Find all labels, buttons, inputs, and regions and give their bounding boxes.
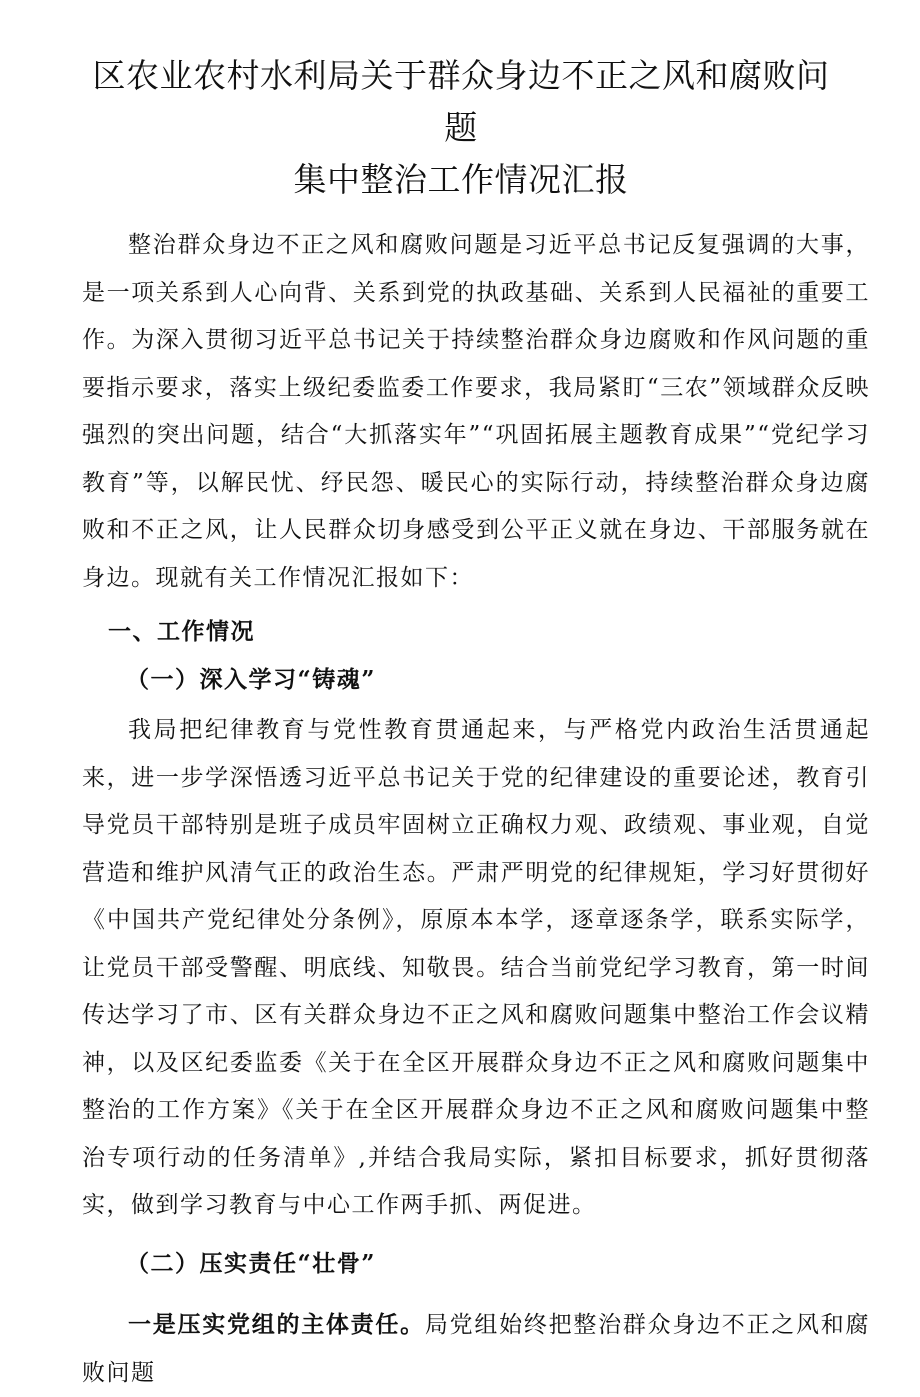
subsection-heading-study: （一）深入学习“铸魂” xyxy=(126,665,376,693)
study-paragraph: 我局把纪律教育与党性教育贯通起来，与严格党内政治生活贯通起来，进一步学深悟透习近平总书记关于党的纪律建设的重要论述，教育引导党员干部特别是班子成员牢固树立正确权力观、政绩观、事业观，自觉营造和维护风清气正的政治生态。严肃严明党的纪律规矩，学习好贯彻好《中国共产党纪律处分条例》，原原本本学，逐章逐条学，联系实际学，让党员干部受警醒、明底线、知敬畏。结合当前党纪学习教育，第一时间传达学习了市、区有关群众身边不正之风和腐败问题集中整治工作会议精神，以及区纪委监委《关于在全区开展群众身边不正之风和腐败问题集中整治的工作方案》《关于在全区开展群众身边不正之风和腐败问题集中整治专项行动的任务清单》,并结合我局实际，紧扣目标要求，抓好贯彻落实，做到学习教育与中心工作两手抓、两促进。 xyxy=(82,717,870,1218)
section-heading-work-status: 一、工作情况 xyxy=(108,618,255,645)
document-title xyxy=(82,50,870,206)
title-line-2: 集中整治工作情况汇报 xyxy=(293,160,629,199)
responsibility-text: 局党组始终把整治群众身边不正之风和腐败问题 xyxy=(82,1312,871,1386)
subsection-heading-responsibility: （二）压实责任“壮骨” xyxy=(126,1249,376,1277)
responsibility-lead: 一是压实党组的主体责任。 xyxy=(128,1311,425,1338)
responsibility-paragraph xyxy=(82,1301,870,1397)
title-line-1: 区农业农村水利局关于群众身边不正之风和腐败问题 xyxy=(92,56,830,147)
intro-paragraph: 整治群众身边不正之风和腐败问题是习近平总书记反复强调的大事，是一项关系到人心向背、关系到党的执政基础、关系到人民福祉的重要工作。为深入贯彻习近平总书记关于持续整治群众身边腐败和作风问题的重要指示要求，落实上级纪委监委工作要求，我局紧盯“三农”领域群众反映强烈的突出问题，结合“大抓落实年”“巩固拓展主题教育成果”“党纪学习教育”等，以解民忧、纾民怨、暖民心的实际行动，持续整治群众身边腐败和不正之风，让人民群众切身感受到公平正义就在身边、干部服务就在身边。现就有关工作情况汇报如下： xyxy=(82,232,870,591)
